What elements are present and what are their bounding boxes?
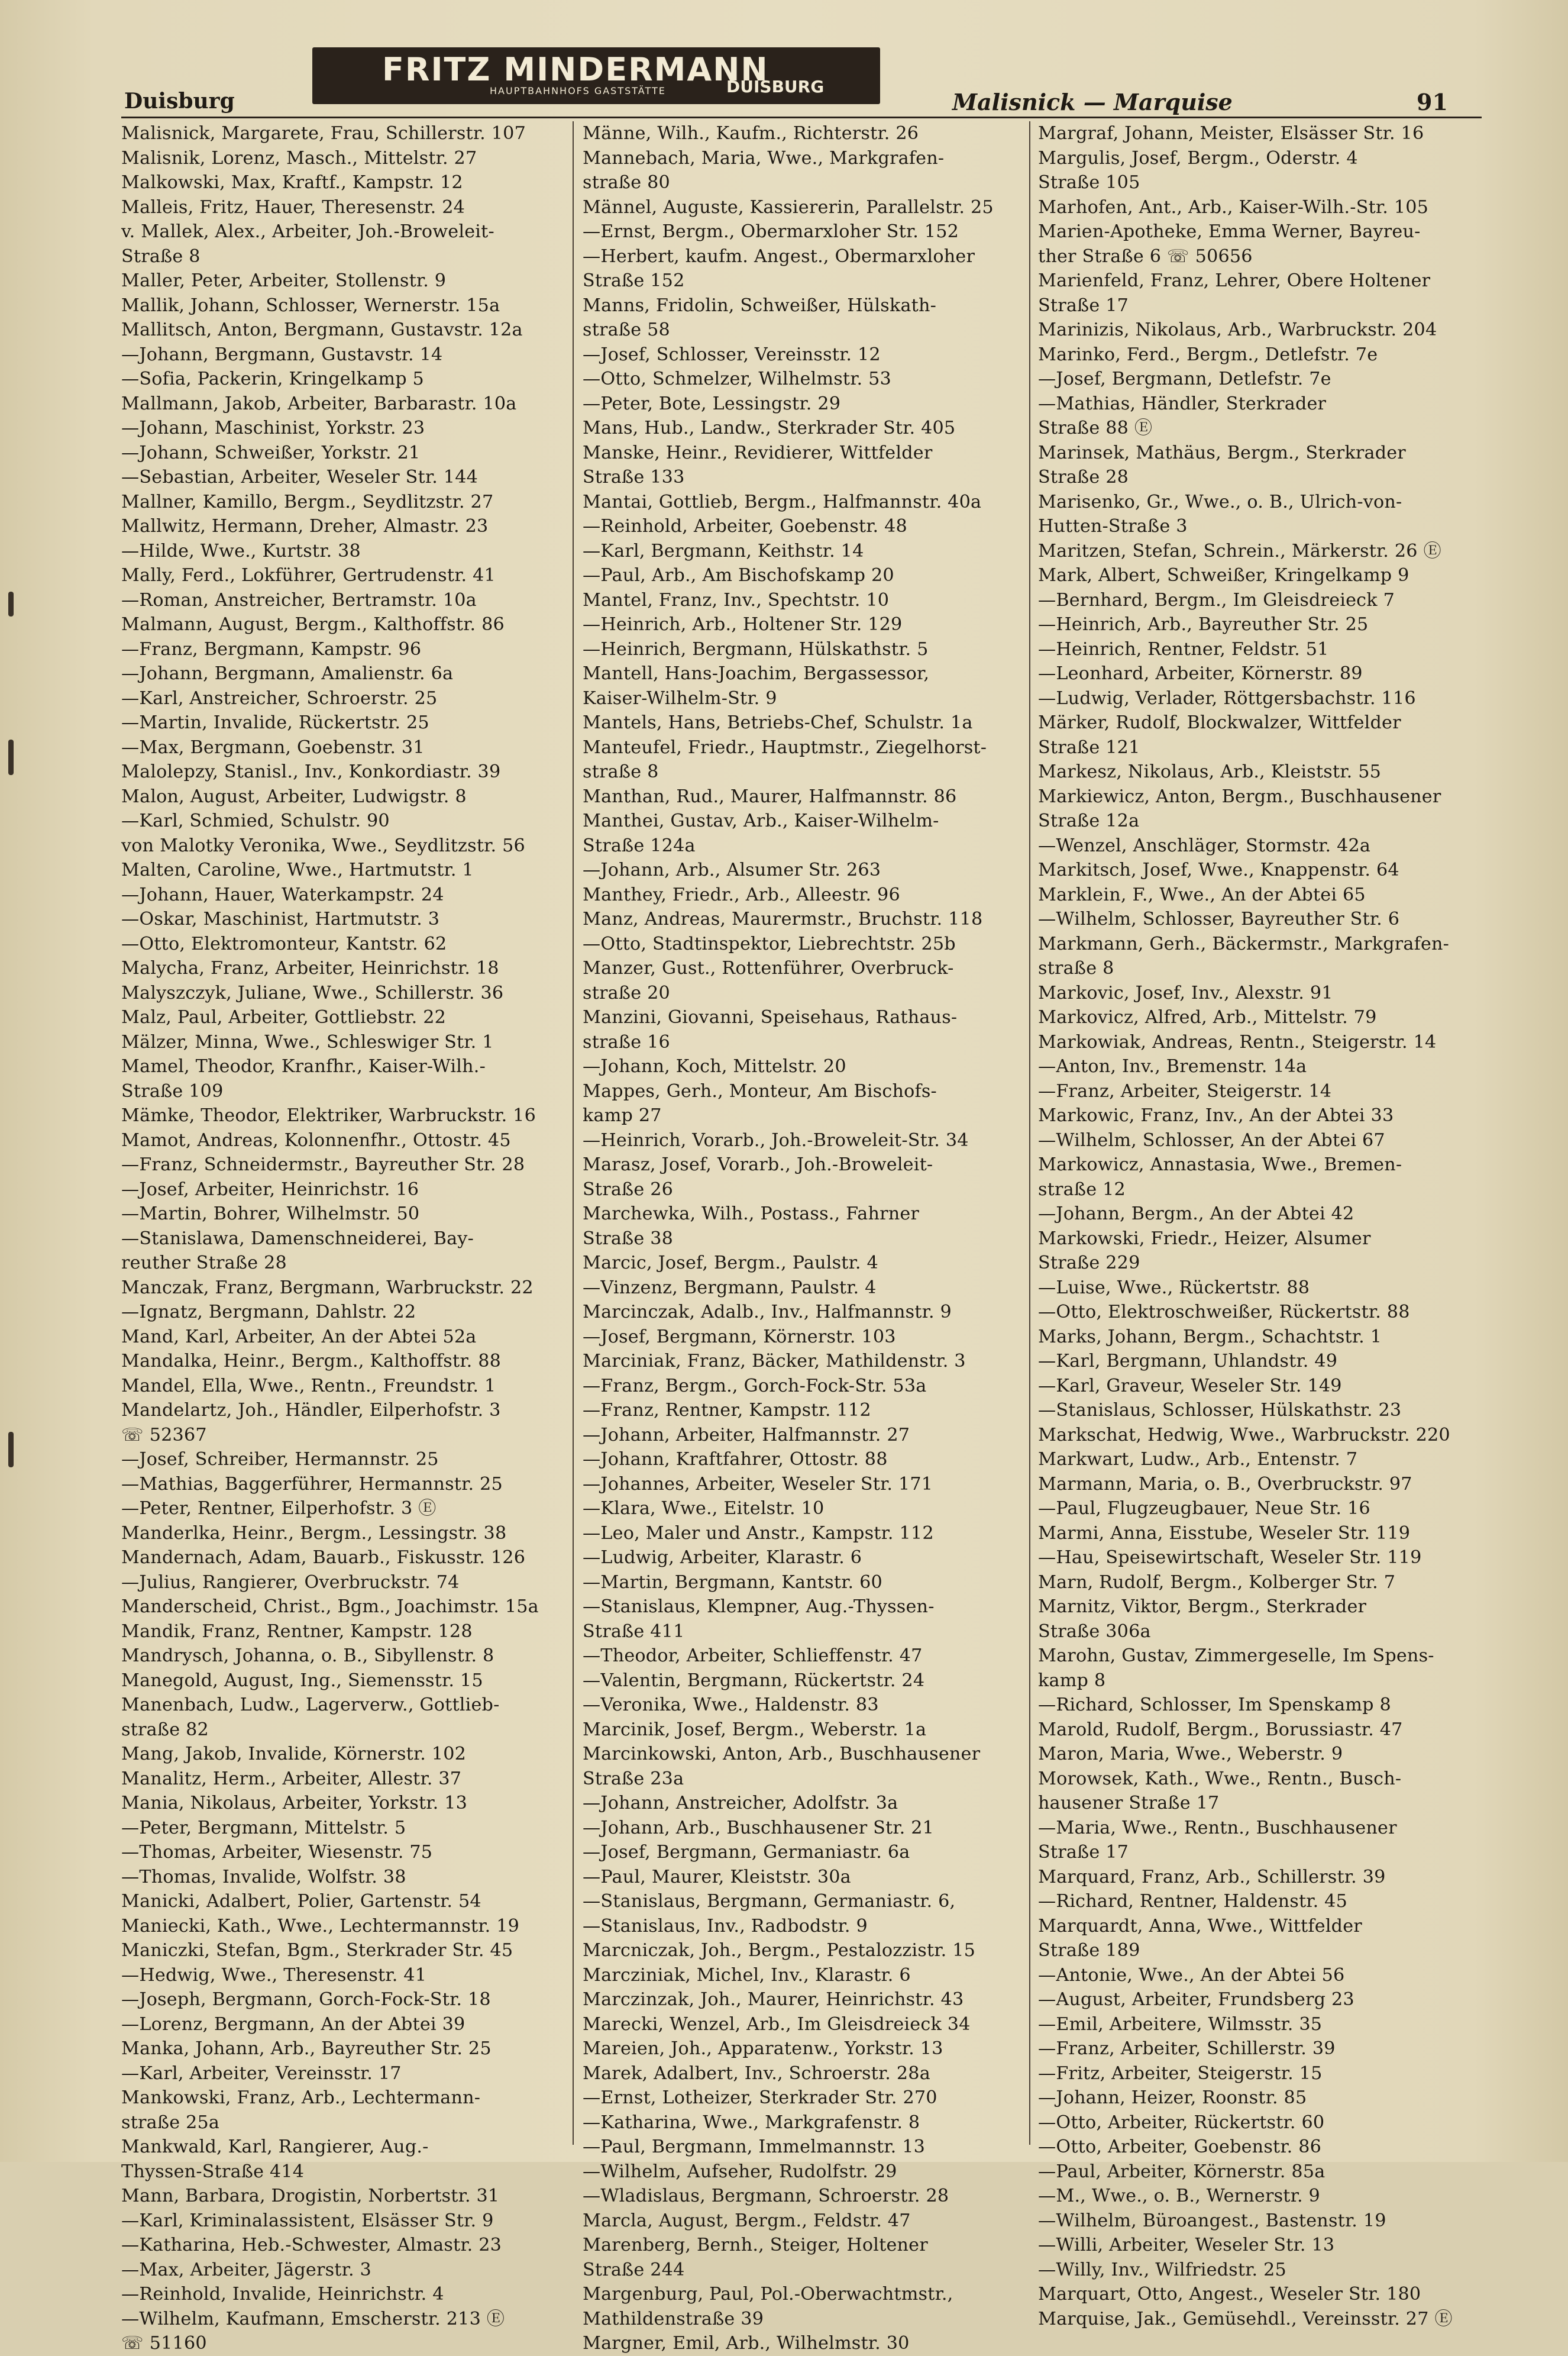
directory-entry: hausener Straße 17	[1038, 1793, 1220, 1813]
directory-entry: —Sofia, Packerin, Kringelkamp 5	[121, 369, 424, 389]
directory-entry: Manthei, Gustav, Arb., Kaiser-Wilhelm-	[583, 811, 939, 831]
directory-entry: Margulis, Josef, Bergm., Oderstr. 4	[1038, 147, 1358, 169]
directory-entry: straße 20	[583, 982, 670, 1003]
directory-entry: Maniecki, Kath., Wwe., Lechtermannstr. 19	[121, 1915, 520, 1937]
directory-entry: Marmi, Anna, Eisstube, Weseler Str. 119	[1038, 1522, 1411, 1544]
directory-entry: Marquardt, Anna, Wwe., Wittfelder	[1038, 1915, 1362, 1937]
directory-entry: —Oskar, Maschinist, Hartmutstr. 3	[121, 909, 440, 930]
directory-entry: —Valentin, Bergmann, Rückertstr. 24	[583, 1670, 925, 1691]
directory-entry: Straße 17	[1038, 1842, 1129, 1863]
directory-entry: Markowiak, Andreas, Rentn., Steigerstr. 14	[1038, 1031, 1437, 1053]
directory-entry: —Max, Arbeiter, Jägerstr. 3	[121, 2259, 371, 2280]
directory-entry: Marcic, Josef, Bergm., Paulstr. 4	[583, 1253, 878, 1273]
directory-entry: —Willy, Inv., Wilfriedstr. 25	[1038, 2259, 1286, 2280]
directory-entry: Mallwitz, Hermann, Dreher, Almastr. 23	[121, 516, 489, 537]
directory-entry: Märker, Rudolf, Blockwalzer, Wittfelder	[1038, 712, 1401, 733]
directory-entry: Marczinzak, Joh., Maurer, Heinrichstr. 43	[583, 1989, 964, 2010]
directory-entry: —Josef, Schlosser, Vereinsstr. 12	[583, 344, 881, 365]
directory-entry: —Heinrich, Vorarb., Joh.-Broweleit-Str. 34	[583, 1129, 969, 1151]
directory-entry: Marchewka, Wilh., Postass., Fahrner	[583, 1203, 920, 1224]
directory-entry: —Hedwig, Wwe., Theresenstr. 41	[121, 1964, 427, 1986]
directory-entry: Malten, Caroline, Wwe., Hartmutstr. 1	[121, 860, 474, 880]
directory-entry: Mälzer, Minna, Wwe., Schleswiger Str. 1	[121, 1031, 494, 1053]
directory-entry: Mand, Karl, Arbeiter, An der Abtei 52a	[121, 1326, 477, 1347]
column-divider	[573, 121, 574, 2145]
directory-entry: —Ludwig, Verlader, Röttgersbachstr. 116	[1038, 688, 1416, 709]
directory-entry: —Luise, Wwe., Rückertstr. 88	[1038, 1277, 1310, 1298]
directory-entry: —Ernst, Lotheizer, Sterkrader Str. 270	[583, 2087, 937, 2108]
directory-entry: Markovic, Josef, Inv., Alexstr. 91	[1038, 982, 1333, 1003]
directory-entry: —Wilhelm, Schlosser, An der Abtei 67	[1038, 1129, 1385, 1151]
directory-entry: Marcla, August, Bergm., Feldstr. 47	[583, 2210, 911, 2231]
directory-entry: Mareien, Joh., Apparatenw., Yorkstr. 13	[583, 2038, 943, 2059]
directory-entry: Mathildenstraße 39	[583, 2308, 764, 2329]
directory-entry: Straße 189	[1038, 1940, 1140, 1961]
directory-entry: Margner, Emil, Arb., Wilhelmstr. 30	[583, 2333, 910, 2354]
directory-entry: ☏ 52367	[121, 1424, 207, 1445]
directory-entry: —Wilhelm, Büroangest., Bastenstr. 19	[1038, 2210, 1386, 2231]
directory-entry: —Wilhelm, Kaufmann, Emscherstr. 213 Ⓔ	[121, 2308, 505, 2329]
directory-entry: Maniczki, Stefan, Bgm., Sterkrader Str. 45	[121, 1940, 513, 1961]
directory-entry: —Karl, Bergmann, Keithstr. 14	[583, 540, 864, 561]
column-3	[1038, 121, 1485, 2329]
directory-entry: Männe, Wilh., Kaufm., Richterstr. 26	[583, 123, 919, 144]
directory-entry: Kaiser-Wilhelm-Str. 9	[583, 688, 777, 709]
directory-entry: Mallmann, Jakob, Arbeiter, Barbarastr. 10a	[121, 393, 517, 414]
directory-entry: Marhofen, Ant., Arb., Kaiser-Wilh.-Str. 105	[1038, 196, 1429, 218]
directory-entry: Straße 8	[121, 246, 201, 267]
directory-entry: —Willi, Arbeiter, Weseler Str. 13	[1038, 2235, 1335, 2255]
directory-entry: Mandelartz, Joh., Händler, Eilperhofstr. 3	[121, 1400, 501, 1421]
directory-entry: —Roman, Anstreicher, Bertramstr. 10a	[121, 589, 477, 611]
directory-entry: —Reinhold, Arbeiter, Goebenstr. 48	[583, 516, 907, 537]
directory-entry: —Maria, Wwe., Rentn., Buschhausener	[1038, 1817, 1397, 1838]
directory-entry: —Hilde, Wwe., Kurtstr. 38	[121, 540, 361, 561]
directory-entry: Markowicz, Annastasia, Wwe., Bremen-	[1038, 1154, 1402, 1175]
directory-entry: Straße 17	[1038, 295, 1129, 316]
directory-entry: —Julius, Rangierer, Overbruckstr. 74	[121, 1571, 460, 1593]
directory-entry: straße 8	[583, 761, 659, 782]
directory-entry: Straße 88 Ⓔ	[1038, 418, 1153, 438]
advertisement-banner	[312, 47, 880, 104]
directory-entry: —Johann, Schweißer, Yorkstr. 21	[121, 442, 421, 463]
directory-entry: Marinizis, Nikolaus, Arb., Warbruckstr. 204	[1038, 319, 1437, 340]
directory-entry: Marcinik, Josef, Bergm., Weberstr. 1a	[583, 1719, 927, 1740]
directory-entry: —Josef, Bergmann, Germaniastr. 6a	[583, 1842, 910, 1863]
directory-entry: —Bernhard, Bergm., Im Gleisdreieck 7	[1038, 589, 1395, 611]
directory-entry: Mantai, Gottlieb, Bergm., Halfmannstr. 40a	[583, 491, 982, 512]
directory-entry: —Franz, Schneidermstr., Bayreuther Str. 28	[121, 1154, 525, 1175]
directory-entry: —Peter, Bote, Lessingstr. 29	[583, 393, 841, 414]
directory-entry: Straße 12a	[1038, 811, 1140, 831]
directory-entry: Malz, Paul, Arbeiter, Gottliebstr. 22	[121, 1007, 447, 1028]
directory-entry: Mark, Albert, Schweißer, Kringelkamp 9	[1038, 565, 1409, 586]
directory-entry: —Karl, Arbeiter, Vereinsstr. 17	[121, 2063, 402, 2084]
directory-entry: —Leo, Maler und Anstr., Kampstr. 112	[583, 1522, 934, 1544]
directory-entry: Manz, Andreas, Maurermstr., Bruchstr. 118	[583, 909, 983, 930]
directory-entry: —Franz, Arbeiter, Steigerstr. 14	[1038, 1080, 1332, 1102]
directory-entry: Malyszczyk, Juliane, Wwe., Schillerstr. 36	[121, 982, 504, 1003]
page-number: 91	[1417, 89, 1448, 115]
directory-entry: Marcinczak, Adalb., Inv., Halfmannstr. 9	[583, 1302, 952, 1322]
directory-entry: —Paul, Bergmann, Immelmannstr. 13	[583, 2136, 926, 2157]
directory-entry: Mandalka, Heinr., Bergm., Kalthoffstr. 88	[121, 1351, 502, 1371]
directory-entry: Manteufel, Friedr., Hauptmstr., Ziegelhorst-	[583, 737, 987, 758]
directory-entry: —Lorenz, Bergmann, An der Abtei 39	[121, 2013, 465, 2035]
directory-entry: —Ludwig, Arbeiter, Klarastr. 6	[583, 1547, 862, 1568]
directory-entry: Hutten-Straße 3	[1038, 516, 1188, 537]
directory-entry: —Josef, Schreiber, Hermannstr. 25	[121, 1449, 439, 1470]
directory-entry: Markschat, Hedwig, Wwe., Warbruckstr. 220	[1038, 1424, 1450, 1445]
directory-entry: —Johann, Koch, Mittelstr. 20	[583, 1056, 846, 1077]
directory-entry: —Heinrich, Arb., Bayreuther Str. 25	[1038, 614, 1369, 635]
directory-entry: —Karl, Bergmann, Uhlandstr. 49	[1038, 1351, 1338, 1371]
directory-entry: —Stanislaus, Schlosser, Hülskathstr. 23	[1038, 1400, 1402, 1421]
directory-entry: —Wladislaus, Bergmann, Schroerstr. 28	[583, 2186, 949, 2206]
directory-entry: Marquart, Otto, Angest., Weseler Str. 180	[1038, 2284, 1421, 2305]
directory-entry: —Stanislawa, Damenschneiderei, Bay-	[121, 1228, 474, 1249]
directory-entry: Mallner, Kamillo, Bergm., Seydlitzstr. 27	[121, 491, 494, 512]
directory-entry: kamp 27	[583, 1105, 662, 1126]
directory-entry: Marenberg, Bernh., Steiger, Holtener	[583, 2235, 928, 2255]
directory-entry: Marquise, Jak., Gemüsehdl., Vereinsstr. 27 Ⓔ	[1038, 2308, 1453, 2329]
directory-entry: —Anton, Inv., Bremenstr. 14a	[1038, 1056, 1307, 1077]
directory-entry: —Johann, Bergm., An der Abtei 42	[1038, 1203, 1354, 1224]
directory-entry: Malmann, August, Bergm., Kalthoffstr. 86	[121, 614, 505, 635]
directory-entry: —Johann, Heizer, Roonstr. 85	[1038, 2087, 1307, 2108]
directory-entry: —Mathias, Händler, Sterkrader	[1038, 393, 1327, 414]
directory-entry: —Katharina, Wwe., Markgrafenstr. 8	[583, 2112, 920, 2133]
directory-entry: —Theodor, Arbeiter, Schlieffenstr. 47	[583, 1645, 923, 1666]
directory-entry: —Richard, Schlosser, Im Spenskamp 8	[1038, 1695, 1391, 1715]
directory-entry: —Johann, Hauer, Waterkampstr. 24	[121, 884, 444, 905]
directory-entry: —Fritz, Arbeiter, Steigerstr. 15	[1038, 2063, 1323, 2084]
directory-entry: Malisnick, Margarete, Frau, Schillerstr. 107	[121, 123, 526, 144]
directory-entry: Mappes, Gerh., Monteur, Am Bischofs-	[583, 1080, 937, 1102]
directory-entry: Marold, Rudolf, Bergm., Borussiastr. 47	[1038, 1719, 1403, 1740]
directory-entry: —Johann, Bergmann, Gustavstr. 14	[121, 344, 443, 365]
directory-entry: Markowic, Franz, Inv., An der Abtei 33	[1038, 1105, 1394, 1126]
directory-entry: Markesz, Nikolaus, Arb., Kleiststr. 55	[1038, 761, 1382, 782]
directory-entry: Malolepzy, Stanisl., Inv., Konkordiastr. 39	[121, 761, 501, 782]
directory-entry: —Franz, Bergm., Gorch-Fock-Str. 53a	[583, 1375, 927, 1396]
directory-entry: —Emil, Arbeitere, Wilmsstr. 35	[1038, 2013, 1323, 2035]
directory-entry: Mans, Hub., Landw., Sterkrader Str. 405	[583, 418, 956, 438]
directory-entry: Manzer, Gust., Rottenführer, Overbruck-	[583, 958, 954, 979]
directory-entry: Marquard, Franz, Arb., Schillerstr. 39	[1038, 1866, 1386, 1887]
directory-entry: Marohn, Gustav, Zimmergeselle, Im Spens-	[1038, 1645, 1434, 1666]
banner-city: DUISBURG	[726, 77, 825, 96]
directory-entry: —Joseph, Bergmann, Gorch-Fock-Str. 18	[121, 1989, 491, 2010]
directory-entry: v. Mallek, Alex., Arbeiter, Joh.-Broweleit-	[121, 221, 494, 242]
directory-entry: Marcziniak, Michel, Inv., Klarastr. 6	[583, 1964, 911, 1986]
directory-entry: —Johann, Kraftfahrer, Ottostr. 88	[583, 1449, 888, 1470]
directory-entry: —Heinrich, Rentner, Feldstr. 51	[1038, 638, 1329, 660]
directory-entry: Malkowski, Max, Kraftf., Kampstr. 12	[121, 172, 463, 193]
directory-entry: Straße 152	[583, 270, 685, 291]
directory-entry: Mantel, Franz, Inv., Spechtstr. 10	[583, 589, 890, 611]
directory-entry: —Heinrich, Arb., Holtener Str. 129	[583, 614, 903, 635]
directory-entry: Mankwald, Karl, Rangierer, Aug.-	[121, 2136, 429, 2157]
directory-entry: Mantels, Hans, Betriebs-Chef, Schulstr. 1a	[583, 712, 973, 733]
directory-entry: Straße 23a	[583, 1768, 684, 1789]
directory-entry: kamp 8	[1038, 1670, 1106, 1691]
directory-entry: —Otto, Arbeiter, Rückertstr. 60	[1038, 2112, 1325, 2133]
directory-entry: straße 8	[1038, 958, 1114, 979]
banner-name: FRITZ MINDERMANN	[382, 51, 769, 88]
directory-entry: Straße 38	[583, 1228, 674, 1249]
directory-entry: —Otto, Stadtinspektor, Liebrechtstr. 25b	[583, 933, 956, 954]
directory-entry: Markiewicz, Anton, Bergm., Buschhausener	[1038, 786, 1441, 807]
directory-entry: —Johann, Arb., Alsumer Str. 263	[583, 860, 881, 880]
directory-entry: —Martin, Invalide, Rückertstr. 25	[121, 712, 429, 733]
directory-entry: Mania, Nikolaus, Arbeiter, Yorkstr. 13	[121, 1793, 468, 1813]
directory-entry: Markmann, Gerh., Bäckermstr., Markgrafen-	[1038, 933, 1450, 954]
directory-entry: —Paul, Arb., Am Bischofskamp 20	[583, 565, 894, 586]
directory-entry: —Karl, Anstreicher, Schroerstr. 25	[121, 688, 438, 709]
directory-entry: straße 12	[1038, 1179, 1126, 1200]
directory-entry: —Karl, Kriminalassistent, Elsässer Str. 9	[121, 2210, 494, 2231]
directory-entry: Mankowski, Franz, Arb., Lechtermann-	[121, 2087, 481, 2108]
directory-entry: —Otto, Elektromonteur, Kantstr. 62	[121, 933, 447, 954]
directory-entry: von Malotky Veronika, Wwe., Seydlitzstr. 56	[121, 835, 525, 856]
column-2	[583, 121, 1020, 2354]
directory-entry: Marienfeld, Franz, Lehrer, Obere Holtener	[1038, 270, 1431, 291]
directory-entry: straße 58	[583, 319, 670, 340]
directory-entry: —Paul, Flugzeugbauer, Neue Str. 16	[1038, 1498, 1370, 1519]
directory-entry: —Johann, Arbeiter, Halfmannstr. 27	[583, 1424, 910, 1445]
directory-entry: Maller, Peter, Arbeiter, Stollenstr. 9	[121, 270, 447, 291]
directory-entry: Straße 28	[1038, 467, 1129, 488]
directory-entry: Mandrysch, Johanna, o. B., Sibyllenstr. 8	[121, 1645, 494, 1666]
directory-entry: Straße 109	[121, 1080, 224, 1102]
directory-entry: —Katharina, Heb.-Schwester, Almastr. 23	[121, 2235, 502, 2255]
directory-entry: Malleis, Fritz, Hauer, Theresenstr. 24	[121, 196, 465, 218]
directory-entry: Mang, Jakob, Invalide, Körnerstr. 102	[121, 1744, 467, 1764]
directory-entry: Marcniczak, Joh., Bergm., Pestalozzistr. 15	[583, 1940, 976, 1961]
directory-entry: Marnitz, Viktor, Bergm., Sterkrader	[1038, 1596, 1367, 1617]
directory-entry: straße 16	[583, 1031, 670, 1053]
directory-entry: Mamel, Theodor, Kranfhr., Kaiser-Wilh.-	[121, 1056, 486, 1077]
directory-entry: Marmann, Maria, o. B., Overbruckstr. 97	[1038, 1473, 1412, 1495]
directory-entry: Marciniak, Franz, Bäcker, Mathildenstr. 3	[583, 1351, 966, 1371]
directory-entry: Marasz, Josef, Vorarb., Joh.-Broweleit-	[583, 1154, 933, 1175]
directory-entry: Thyssen-Straße 414	[121, 2161, 305, 2182]
directory-entry: Mandernach, Adam, Bauarb., Fiskusstr. 126	[121, 1547, 526, 1568]
directory-entry: Margenburg, Paul, Pol.-Oberwachtmstr.,	[583, 2284, 953, 2305]
directory-entry: —Herbert, kaufm. Angest., Obermarxloher	[583, 246, 975, 267]
directory-entry: Mämke, Theodor, Elektriker, Warbruckstr. 16	[121, 1105, 536, 1126]
directory-entry: —Richard, Rentner, Haldenstr. 45	[1038, 1891, 1347, 1912]
directory-entry: Manthey, Friedr., Arb., Alleestr. 96	[583, 884, 900, 905]
directory-entry: —Otto, Schmelzer, Wilhelmstr. 53	[583, 369, 891, 389]
directory-entry: Manalitz, Herm., Arbeiter, Allestr. 37	[121, 1768, 462, 1789]
directory-entry: —Antonie, Wwe., An der Abtei 56	[1038, 1964, 1345, 1986]
column-1	[121, 121, 565, 2354]
directory-entry: Marisenko, Gr., Wwe., o. B., Ulrich-von-	[1038, 491, 1402, 512]
directory-entry: —Franz, Arbeiter, Schillerstr. 39	[1038, 2038, 1336, 2059]
directory-entry: Straße 124a	[583, 835, 696, 856]
directory-entry: Manske, Heinr., Revidierer, Wittfelder	[583, 442, 933, 463]
directory-entry: —Josef, Bergmann, Körnerstr. 103	[583, 1326, 896, 1347]
directory-entry: Mann, Barbara, Drogistin, Norbertstr. 31	[121, 2186, 500, 2206]
directory-entry: —Otto, Elektroschweißer, Rückertstr. 88	[1038, 1302, 1410, 1322]
directory-entry: —Veronika, Wwe., Haldenstr. 83	[583, 1695, 879, 1715]
directory-entry: —Wilhelm, Aufseher, Rudolfstr. 29	[583, 2161, 897, 2182]
directory-entry: —Peter, Rentner, Eilperhofstr. 3 Ⓔ	[121, 1498, 437, 1519]
directory-entry: —Vinzenz, Bergmann, Paulstr. 4	[583, 1277, 877, 1298]
column-divider	[1029, 121, 1030, 2145]
directory-entry: Marklein, F., Wwe., An der Abtei 65	[1038, 884, 1366, 905]
directory-entry: —Otto, Arbeiter, Goebenstr. 86	[1038, 2136, 1322, 2157]
directory-entry: Mandel, Ella, Wwe., Rentn., Freundstr. 1	[121, 1375, 496, 1396]
directory-entry: Marinsek, Mathäus, Bergm., Sterkrader	[1038, 442, 1406, 463]
banner-subtitle: HAUPTBAHNHOFS GASTSTÄTTE	[490, 85, 666, 96]
directory-entry: Straße 244	[583, 2259, 685, 2280]
directory-entry: —Leonhard, Arbeiter, Körnerstr. 89	[1038, 663, 1363, 684]
directory-entry: Malisnik, Lorenz, Masch., Mittelstr. 27	[121, 147, 477, 169]
header-city: Duisburg	[124, 89, 235, 114]
directory-entry: Marinko, Ferd., Bergm., Detlefstr. 7e	[1038, 344, 1378, 365]
directory-entry: —Josef, Arbeiter, Heinrichstr. 16	[121, 1179, 419, 1200]
directory-entry: Manicki, Adalbert, Polier, Gartenstr. 54	[121, 1891, 481, 1912]
directory-entry: —Heinrich, Bergmann, Hülskathstr. 5	[583, 638, 929, 660]
directory-entry: Marien-Apotheke, Emma Werner, Bayreu-	[1038, 221, 1421, 242]
directory-entry: Manns, Fridolin, Schweißer, Hülskath-	[583, 295, 937, 316]
directory-entry: —Stanislaus, Klempner, Aug.-Thyssen-	[583, 1596, 935, 1617]
binding-hole	[8, 740, 14, 775]
directory-entry: Straße 105	[1038, 172, 1140, 193]
directory-entry: Manthan, Rud., Maurer, Halfmannstr. 86	[583, 786, 957, 807]
directory-entry: Markowski, Friedr., Heizer, Alsumer	[1038, 1228, 1371, 1249]
directory-entry: —Wenzel, Anschläger, Stormstr. 42a	[1038, 835, 1371, 856]
header-range: Malisnick — Marquise	[952, 89, 1233, 115]
directory-entry: —Johann, Maschinist, Yorkstr. 23	[121, 418, 425, 438]
directory-entry: ther Straße 6 ☏ 50656	[1038, 246, 1253, 267]
directory-entry: —Josef, Bergmann, Detlefstr. 7e	[1038, 369, 1331, 389]
directory-entry: straße 80	[583, 172, 670, 193]
directory-entry: Markitsch, Josef, Wwe., Knappenstr. 64	[1038, 860, 1399, 880]
directory-entry: —Ignatz, Bergmann, Dahlstr. 22	[121, 1302, 416, 1322]
directory-entry: Manka, Johann, Arb., Bayreuther Str. 25	[121, 2038, 492, 2059]
directory-entry: —Johann, Arb., Buschhausener Str. 21	[583, 1817, 935, 1838]
directory-entry: —Thomas, Invalide, Wolfstr. 38	[121, 1866, 406, 1887]
directory-entry: Marn, Rudolf, Bergm., Kolberger Str. 7	[1038, 1571, 1396, 1593]
directory-entry: Manzini, Giovanni, Speisehaus, Rathaus-	[583, 1007, 958, 1028]
directory-entry: Marecki, Wenzel, Arb., Im Gleisdreieck 34	[583, 2013, 971, 2035]
directory-entry: Mandik, Franz, Rentner, Kampstr. 128	[121, 1621, 473, 1642]
directory-entry: —Reinhold, Invalide, Heinrichstr. 4	[121, 2284, 444, 2305]
directory-entry: straße 25a	[121, 2112, 220, 2133]
directory-entry: —Sebastian, Arbeiter, Weseler Str. 144	[121, 467, 479, 488]
directory-entry: Malycha, Franz, Arbeiter, Heinrichstr. 18	[121, 958, 499, 979]
directory-entry: Mantell, Hans-Joachim, Bergassessor,	[583, 663, 930, 684]
directory-entry: —Johann, Anstreicher, Adolfstr. 3a	[583, 1793, 898, 1813]
directory-entry: —Thomas, Arbeiter, Wiesenstr. 75	[121, 1842, 433, 1863]
directory-entry: —Johannes, Arbeiter, Weseler Str. 171	[583, 1473, 933, 1495]
directory-entry: ☏ 51160	[121, 2333, 207, 2354]
directory-entry: Marcinkowski, Anton, Arb., Buschhausener	[583, 1744, 981, 1764]
directory-entry: —Hau, Speisewirtschaft, Weseler Str. 119	[1038, 1547, 1422, 1568]
directory-entry: Markwart, Ludw., Arb., Entenstr. 7	[1038, 1449, 1358, 1470]
page-header	[124, 47, 1485, 117]
directory-entry: Straße 229	[1038, 1253, 1140, 1273]
directory-entry: Straße 411	[583, 1621, 685, 1642]
directory-entry: —Paul, Maurer, Kleiststr. 30a	[583, 1866, 851, 1887]
directory-entry: Mamot, Andreas, Kolonnenfhr., Ottostr. 45	[121, 1129, 511, 1151]
directory-entry: —Johann, Bergmann, Amalienstr. 6a	[121, 663, 454, 684]
directory-entry: Marek, Adalbert, Inv., Schroerstr. 28a	[583, 2063, 930, 2084]
directory-entry: Manczak, Franz, Bergmann, Warbruckstr. 22	[121, 1277, 534, 1298]
directory-entry: reuther Straße 28	[121, 1253, 287, 1273]
directory-entry: —Ernst, Bergm., Obermarxloher Str. 152	[583, 221, 959, 242]
directory-entry: Malon, August, Arbeiter, Ludwigstr. 8	[121, 786, 467, 807]
directory-entry: —Karl, Schmied, Schulstr. 90	[121, 811, 390, 831]
directory-entry: —Franz, Bergmann, Kampstr. 96	[121, 638, 422, 660]
directory-entry: —Paul, Arbeiter, Körnerstr. 85a	[1038, 2161, 1325, 2182]
directory-entry: Maron, Maria, Wwe., Weberstr. 9	[1038, 1744, 1343, 1764]
directory-entry: Manenbach, Ludw., Lagerverw., Gottlieb-	[121, 1695, 500, 1715]
directory-entry: —Stanislaus, Bergmann, Germaniastr. 6,	[583, 1891, 956, 1912]
directory-entry: Manderlka, Heinr., Bergm., Lessingstr. 38	[121, 1522, 507, 1544]
directory-entry: Manderscheid, Christ., Bgm., Joachimstr. 15a	[121, 1596, 539, 1617]
directory-entry: Straße 133	[583, 467, 685, 488]
directory-entry: —Stanislaus, Inv., Radbodstr. 9	[583, 1915, 868, 1937]
directory-entry: Markovicz, Alfred, Arb., Mittelstr. 79	[1038, 1007, 1377, 1028]
directory-entry: Manegold, August, Ing., Siemensstr. 15	[121, 1670, 483, 1691]
directory-entry: —Peter, Bergmann, Mittelstr. 5	[121, 1817, 406, 1838]
directory-entry: —M., Wwe., o. B., Wernerstr. 9	[1038, 2186, 1320, 2206]
directory-entry: Straße 26	[583, 1179, 674, 1200]
directory-entry: —Martin, Bohrer, Wilhelmstr. 50	[121, 1203, 420, 1224]
directory-entry: —Max, Bergmann, Goebenstr. 31	[121, 737, 425, 758]
directory-entry: —Klara, Wwe., Eitelstr. 10	[583, 1498, 825, 1519]
directory-entry: Straße 306a	[1038, 1621, 1151, 1642]
directory-entry: Männel, Auguste, Kassiererin, Parallelstr. 25	[583, 196, 994, 218]
header-rule	[121, 117, 1482, 118]
binding-hole	[8, 1432, 14, 1467]
directory-entry: Margraf, Johann, Meister, Elsässer Str. 16	[1038, 123, 1424, 144]
directory-entry: Mally, Ferd., Lokführer, Gertrudenstr. 41	[121, 565, 496, 586]
binding-hole	[8, 592, 14, 617]
directory-entry: Marks, Johann, Bergm., Schachtstr. 1	[1038, 1326, 1382, 1347]
directory-entry: —August, Arbeiter, Frundsberg 23	[1038, 1989, 1354, 2010]
directory-entry: Maritzen, Stefan, Schrein., Märkerstr. 26 Ⓔ	[1038, 540, 1441, 561]
directory-entry: Straße 121	[1038, 737, 1140, 758]
directory-entry: Mallitsch, Anton, Bergmann, Gustavstr. 12a	[121, 319, 523, 340]
directory-entry: —Martin, Bergmann, Kantstr. 60	[583, 1571, 882, 1593]
directory-entry: Morowsek, Kath., Wwe., Rentn., Busch-	[1038, 1768, 1402, 1789]
directory-entry: —Franz, Rentner, Kampstr. 112	[583, 1400, 871, 1421]
directory-entry: —Karl, Graveur, Weseler Str. 149	[1038, 1375, 1342, 1396]
directory-entry: straße 82	[121, 1719, 209, 1740]
directory-entry: Mallik, Johann, Schlosser, Wernerstr. 15a	[121, 295, 500, 316]
directory-entry: —Wilhelm, Schlosser, Bayreuther Str. 6	[1038, 909, 1400, 930]
directory-entry: Mannebach, Maria, Wwe., Markgrafen-	[583, 147, 945, 169]
directory-entry: —Mathias, Baggerführer, Hermannstr. 25	[121, 1473, 503, 1495]
